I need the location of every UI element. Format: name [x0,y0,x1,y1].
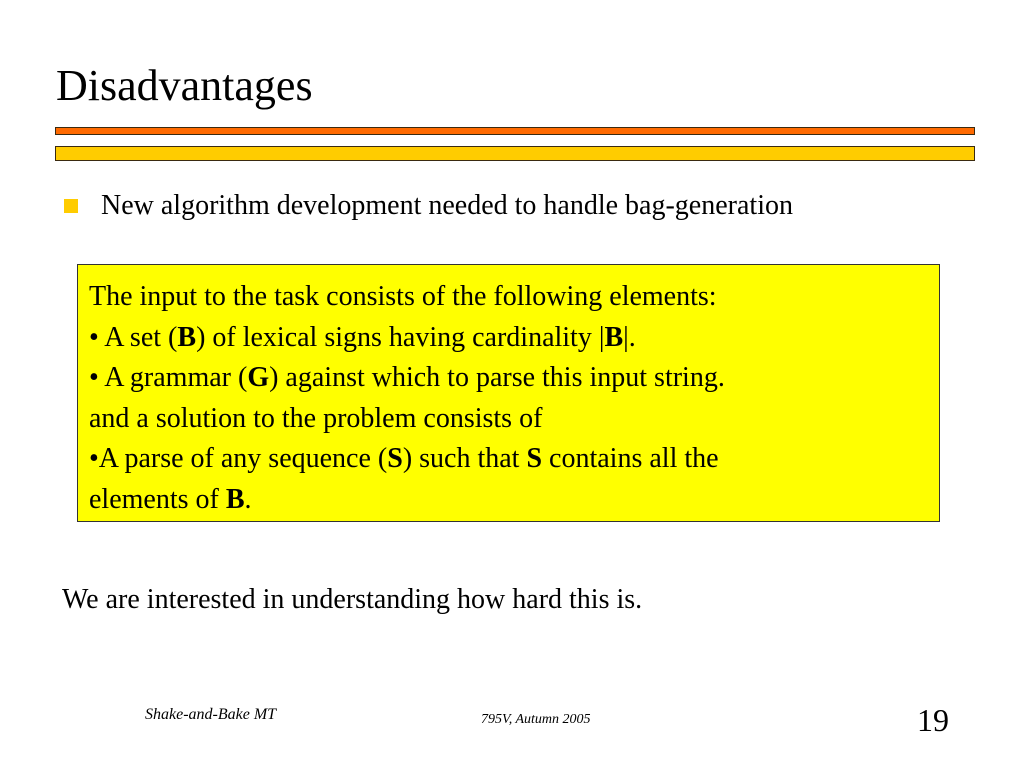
box-line-5: •A parse of any sequence (S) such that S contains all the [89,443,719,474]
box-line-6: elements of B. [89,483,252,515]
box-line-3: • A grammar (G) against which to parse this input string. [89,362,725,393]
box-line-1: The input to the task consists of the following elements: [89,281,717,312]
title-divider-yellow [55,146,975,161]
footer-course-title: Shake-and-Bake MT [145,706,277,723]
bullet-text: New algorithm development needed to handle bag-generation [101,190,793,221]
page-number: 19 [917,702,949,738]
box-line-2: • A set (B) of lexical signs having cardinality |B|. [89,321,636,353]
box-line-4: and a solution to the problem consists of [89,402,543,434]
definition-box [77,264,940,522]
footer-term: 795V, Autumn 2005 [481,712,591,727]
square-bullet-icon [64,199,78,213]
title-divider-orange [55,127,975,135]
slide-title: Disadvantages [56,61,313,110]
conclusion-text: We are interested in understanding how hard this is. [62,584,643,615]
